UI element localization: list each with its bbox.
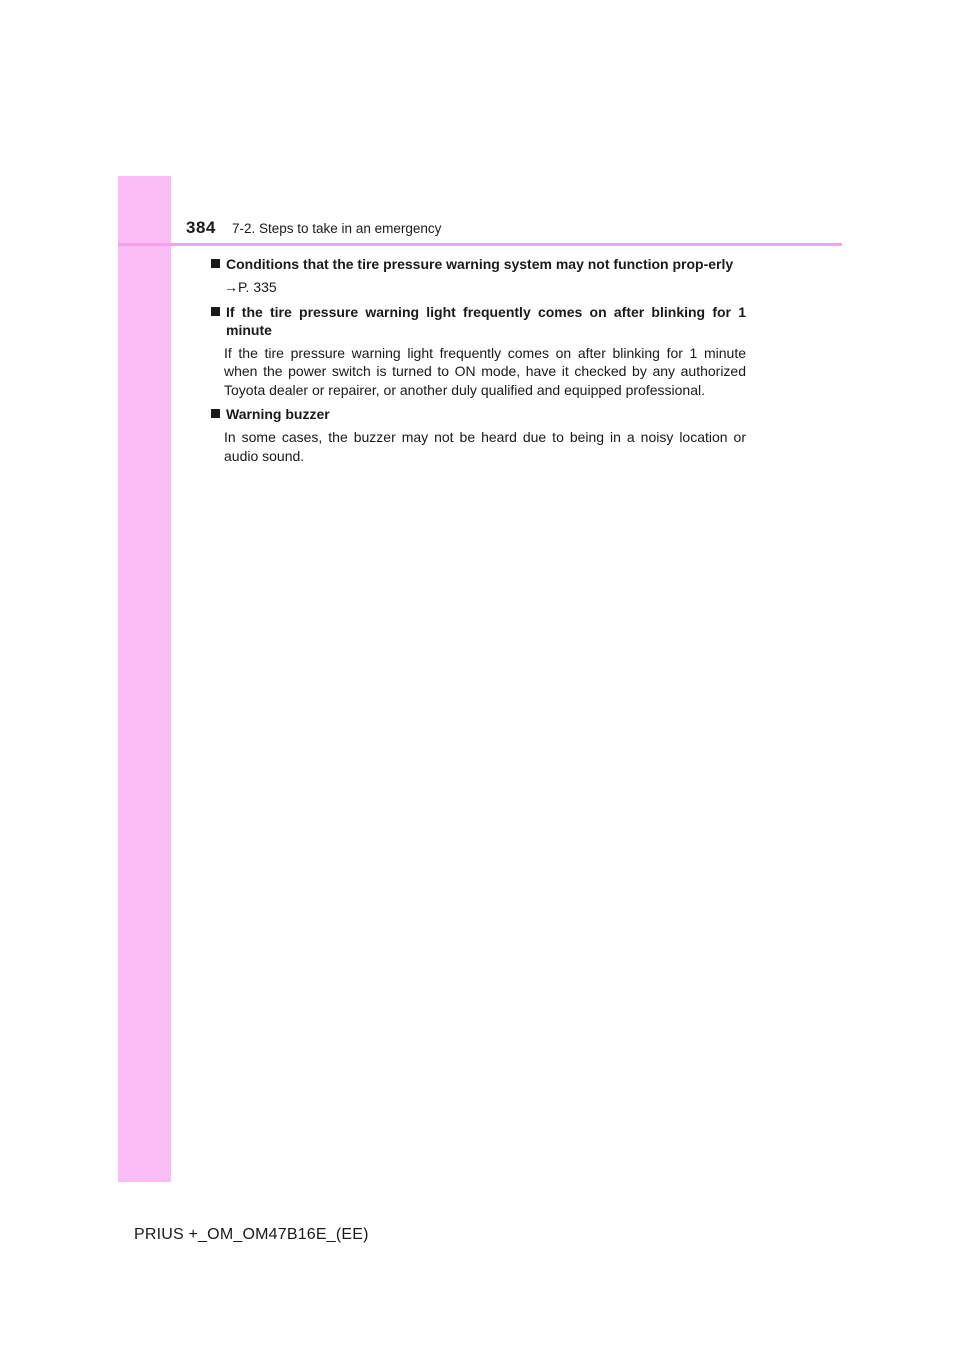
- section-body: In some cases, the buzzer may not be heard due to being in a noisy location or audio sound.: [224, 429, 746, 464]
- section-heading-text: Warning buzzer: [226, 406, 330, 422]
- square-bullet-icon: [211, 307, 220, 316]
- sidebar-tab: [118, 176, 171, 1182]
- document-id-footer: PRIUS +_OM_OM47B16E_(EE): [134, 1226, 369, 1243]
- section-heading-text: Conditions that the tire pressure warning system may not function prop-erly: [226, 256, 734, 272]
- section-heading: [209, 255, 746, 273]
- section-warning-light: [209, 303, 746, 400]
- page-reference: →P. 335: [224, 279, 277, 295]
- section-heading-text: If the tire pressure warning light frequently comes on after blinking for 1 minute: [226, 303, 746, 338]
- page-content: [209, 255, 746, 471]
- section-heading: [209, 303, 746, 339]
- square-bullet-icon: [211, 259, 220, 268]
- section-heading: [209, 405, 746, 423]
- header-rule: [118, 243, 842, 246]
- section-warning-buzzer: [209, 405, 746, 465]
- square-bullet-icon: [211, 409, 220, 418]
- section-body: If the tire pressure warning light frequently comes on after blinking for 1 minute when the power switch is turned to ON mode, have it checked by any authorized Toyota dealer or repairer, or another duly qualified and equipped professional.: [224, 344, 746, 398]
- chapter-title: 7-2. Steps to take in an emergency: [232, 221, 442, 236]
- page-number: 384: [186, 218, 216, 237]
- section-conditions: [209, 255, 746, 297]
